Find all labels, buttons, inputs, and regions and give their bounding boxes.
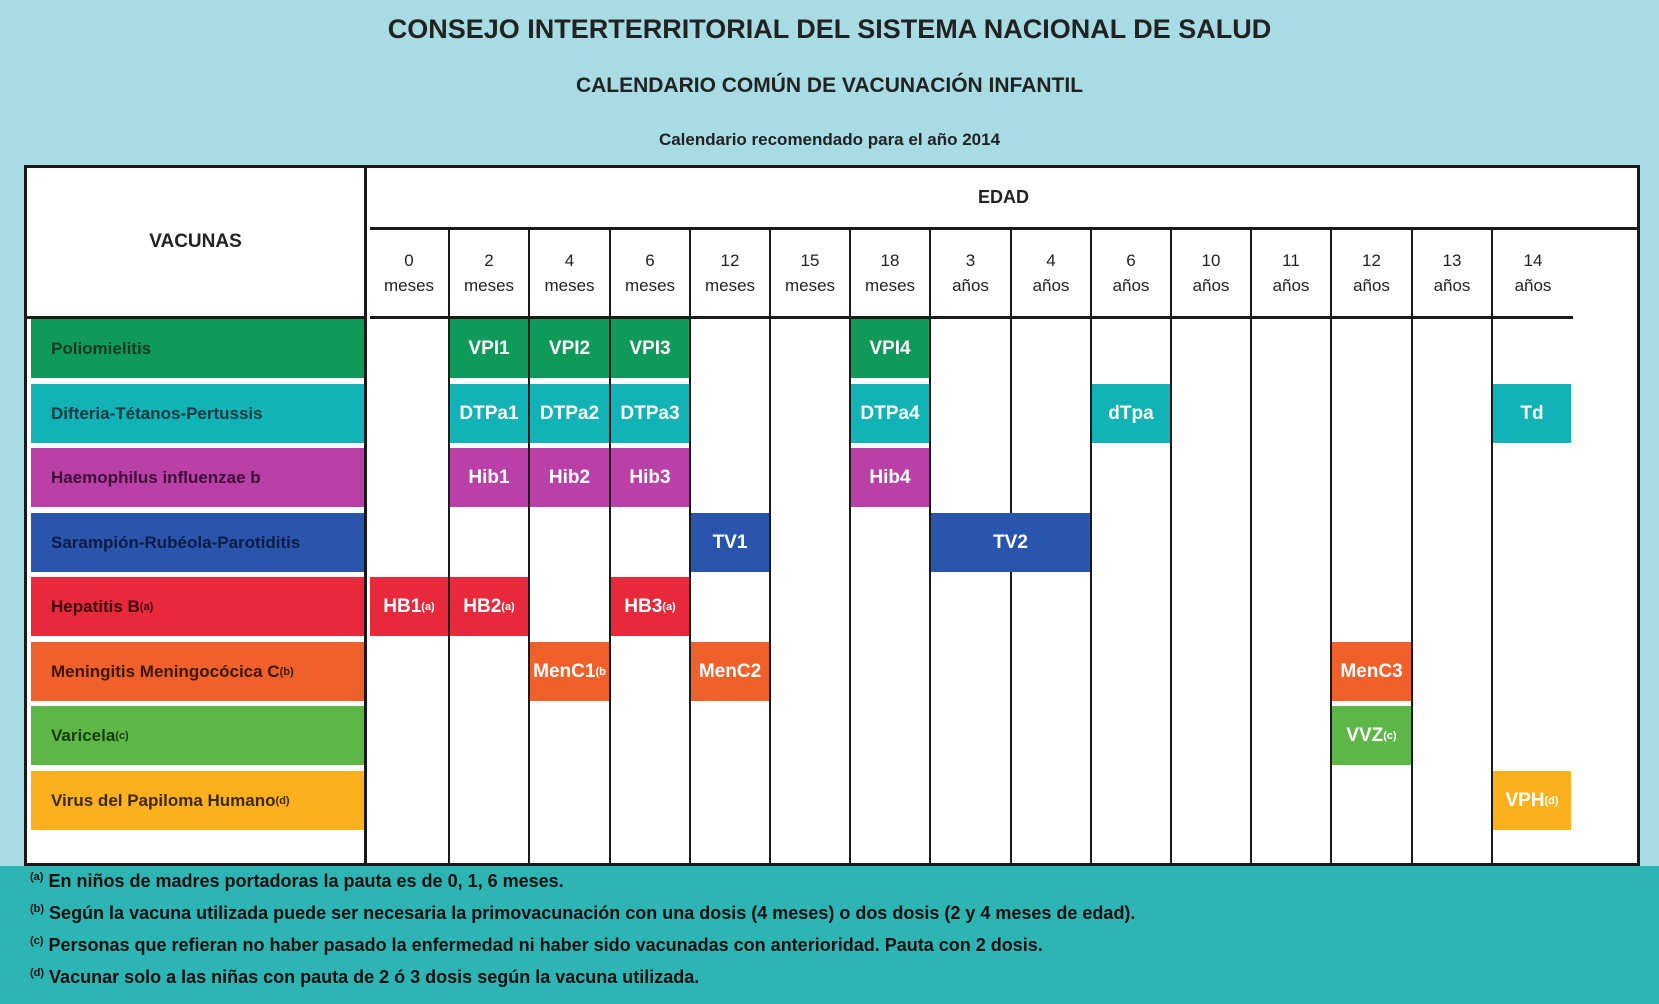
dose-cell: [450, 319, 528, 378]
age-number: 11: [1282, 251, 1300, 270]
footnote-mark: (c): [30, 935, 44, 947]
dose-footnote-mark: (a): [421, 600, 435, 613]
age-header-2: [530, 230, 611, 316]
age-number: 13: [1442, 251, 1462, 270]
age-column: [1172, 316, 1252, 863]
dose-cell: [450, 384, 528, 443]
dose-cell: [1493, 384, 1571, 443]
dose-cell: [851, 384, 929, 443]
dose-label: dTpa: [1108, 402, 1154, 424]
page-title: CONSEJO INTERTERRITORIAL DEL SISTEMA NACIONAL DE SALUD: [387, 14, 1272, 44]
dose-cell: [530, 642, 609, 701]
vaccine-label-1: [31, 384, 364, 443]
age-column: [771, 316, 851, 863]
age-header-0: [370, 230, 450, 316]
dose-label: Hib4: [869, 466, 911, 488]
age-header-9: [1092, 230, 1172, 316]
dose-cell: [611, 319, 689, 378]
dose-footnote-mark: (b: [595, 665, 606, 678]
age-number: 10: [1201, 251, 1221, 270]
dose-label: HB3: [624, 595, 663, 617]
age-number: 4: [564, 251, 575, 270]
vaccine-name: Poliomielitis: [51, 338, 152, 358]
dose-label: HB2: [463, 595, 502, 617]
age-header-11: [1252, 230, 1332, 316]
age-header-14: [1493, 230, 1573, 316]
footnote-mark: (a): [30, 871, 44, 883]
dose-cell: [1332, 706, 1411, 765]
footnote-text: Según la vacuna utilizada puede ser necesaria la primovacunación con una dosis (4 meses) o dos dosis (2 y 4 meses de edad).: [44, 903, 1136, 923]
age-number: 2: [484, 251, 494, 270]
age-number: 6: [645, 251, 655, 270]
dose-cell: [370, 577, 448, 636]
age-number: 18: [880, 251, 900, 270]
vaccine-footnote-mark: (a): [139, 600, 154, 613]
age-number: 12: [1362, 251, 1381, 270]
dose-footnote-mark: (a): [662, 600, 676, 613]
age-number: 0: [404, 251, 414, 270]
dose-cell: [530, 319, 609, 378]
age-unit: años: [952, 276, 989, 295]
vaccine-label-0: [31, 319, 364, 378]
age-column: [1332, 316, 1413, 863]
dose-label: Hib2: [548, 466, 591, 488]
age-number: 4: [1046, 251, 1056, 270]
vaccine-name: Varicela: [51, 725, 116, 745]
age-unit: meses: [383, 276, 435, 295]
dose-cell: [1092, 384, 1170, 443]
footnote-text: En niños de madres portadoras la pauta es de 0, 1, 6 meses.: [43, 871, 564, 891]
dose-label: VPI2: [548, 337, 591, 359]
age-header-12: [1332, 230, 1413, 316]
vaccine-label-4: [31, 577, 364, 636]
age-header-4: [691, 230, 771, 316]
footnote-mark: (d): [30, 967, 45, 979]
dose-label: DTPa4: [860, 402, 920, 424]
dose-label: DTPa2: [539, 402, 600, 424]
age-column: [931, 316, 1012, 863]
vaccine-footnote-mark: (b): [279, 665, 294, 678]
dose-footnote-mark: (c): [1383, 729, 1397, 742]
dose-label: MenC3: [1340, 660, 1403, 682]
vaccine-label-6: [31, 706, 364, 765]
age-unit: meses: [704, 276, 756, 295]
vaccine-name: Meningitis Meningocócica C: [51, 661, 280, 681]
footnotes: [0, 866, 1659, 1004]
dose-label: DTPa3: [620, 402, 680, 424]
dose-label: Hib1: [468, 466, 510, 488]
vaccine-name: Difteria-Tétanos-Pertussis: [51, 403, 263, 423]
dose-cell: [931, 513, 1090, 572]
dose-label: Td: [1520, 402, 1544, 424]
dose-label: HB1: [383, 595, 422, 617]
age-unit: años: [1514, 276, 1552, 295]
vaccine-name: Sarampión-Rubéola-Parotiditis: [51, 532, 301, 552]
age-number: 14: [1523, 251, 1543, 270]
vaccination-table: [24, 165, 1640, 866]
vaccine-footnote-mark: (d): [275, 794, 290, 807]
age-unit: meses: [463, 276, 515, 295]
age-column: [1413, 316, 1493, 863]
age-number: 12: [720, 251, 740, 270]
footnote-text: Vacunar solo a las niñas con pauta de 2 ó 3 dosis según la vacuna utilizada.: [44, 967, 700, 987]
vaccine-label-7: [31, 771, 364, 830]
page-subtitle: CALENDARIO COMÚN DE VACUNACIÓN INFANTIL: [575, 74, 1084, 97]
dose-cell: [611, 577, 689, 636]
dose-label: MenC1: [533, 660, 596, 682]
dose-cell: [450, 577, 528, 636]
footnote-text: Personas que refieran no haber pasado la enfermedad ni haber sido vacunadas con anterioridad. Pauta con 2 dosis.: [43, 935, 1043, 955]
age-header-1: [450, 230, 530, 316]
age-header-8: [1012, 230, 1092, 316]
age-number: 3: [965, 251, 976, 270]
age-number: 15: [800, 251, 820, 270]
dose-label: VPI1: [468, 337, 510, 359]
dose-cell: [1332, 642, 1411, 701]
footnote-0: [30, 871, 564, 892]
dose-cell: [611, 448, 689, 507]
footnote-3: [30, 967, 699, 988]
age-number: 6: [1126, 251, 1136, 270]
age-header-13: [1413, 230, 1493, 316]
vaccine-label-5: [31, 642, 364, 701]
dose-label: VPI4: [869, 337, 911, 359]
dose-label: VPH: [1505, 789, 1545, 811]
dose-cell: [1493, 771, 1571, 830]
dose-cell: [530, 448, 609, 507]
age-unit: meses: [864, 276, 916, 295]
dose-cell: [851, 319, 929, 378]
age-unit: años: [1032, 276, 1070, 295]
age-unit: meses: [544, 276, 595, 295]
dose-label: DTPa1: [459, 402, 519, 424]
edad-header: EDAD: [370, 168, 1637, 230]
age-column: [1252, 316, 1332, 863]
dose-label: MenC2: [698, 660, 762, 682]
age-header-6: [851, 230, 931, 316]
age-unit: años: [1272, 276, 1310, 295]
page-note: Calendario recomendado para el año 2014: [658, 130, 1001, 149]
vaccine-label-2: [31, 448, 364, 507]
dose-cell: [530, 384, 609, 443]
vaccine-label-3: [31, 513, 364, 572]
dose-label: TV2: [993, 531, 1028, 553]
vaccine-name: Haemophilus influenzae b: [51, 467, 261, 487]
footnote-mark: (b): [30, 903, 45, 915]
age-unit: meses: [624, 276, 676, 295]
age-unit: años: [1353, 276, 1390, 295]
dose-footnote-mark: (a): [501, 600, 515, 613]
dose-cell: [611, 384, 689, 443]
age-column: [1012, 316, 1092, 863]
vaccine-name: Virus del Papiloma Humano: [51, 790, 276, 810]
vaccine-footnote-mark: (c): [115, 729, 129, 742]
age-header-10: [1172, 230, 1252, 316]
age-column: [691, 316, 771, 863]
age-unit: meses: [784, 276, 836, 295]
footnote-1: [30, 903, 1135, 924]
dose-cell: [450, 448, 528, 507]
age-header-5: [771, 230, 851, 316]
age-header-7: [931, 230, 1012, 316]
dose-label: VVZ: [1346, 724, 1384, 746]
footnote-2: [30, 935, 1043, 956]
dose-cell: [851, 448, 929, 507]
age-unit: años: [1433, 276, 1471, 295]
vaccine-name: Hepatitis B: [51, 596, 140, 616]
age-header-3: [611, 230, 691, 316]
dose-footnote-mark: (d): [1544, 794, 1559, 807]
dose-cell: [691, 642, 769, 701]
age-unit: años: [1192, 276, 1230, 295]
dose-label: TV1: [712, 531, 748, 553]
dose-cell: [691, 513, 769, 572]
vacunas-header: VACUNAS: [27, 168, 367, 316]
dose-label: Hib3: [629, 466, 671, 488]
dose-label: VPI3: [629, 337, 671, 359]
age-unit: años: [1112, 276, 1150, 295]
